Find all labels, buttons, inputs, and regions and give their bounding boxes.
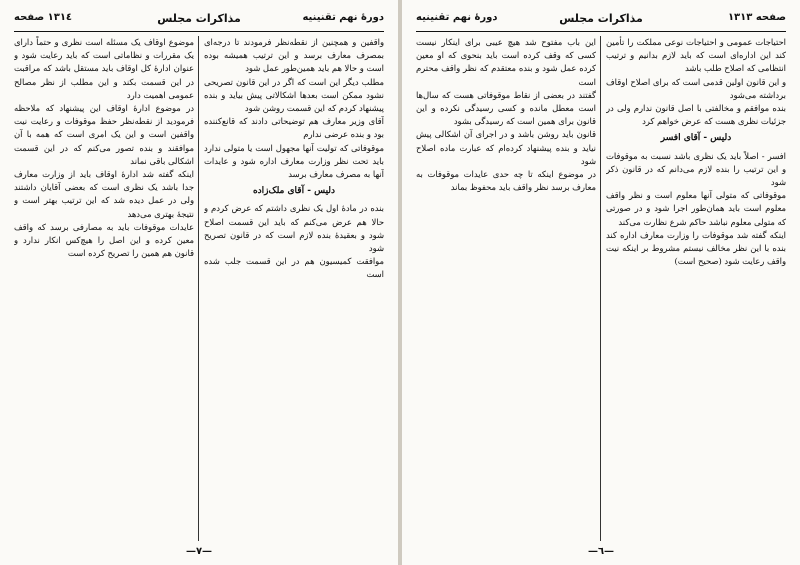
text-column-left: [416, 36, 596, 536]
column-divider: [600, 36, 601, 541]
header-title: مذاکرات مجلس: [559, 12, 643, 25]
header-page-number: صفحه ١٣١٣: [727, 12, 786, 23]
paragraph: بنده در مادهٔ اول یک نظری داشتم که عرض کردم و حالا هم عرض می‌کنم که باید این قسمت اصلاح شود و بعقیدهٔ بنده لازم است که در قانون تصریح شود: [204, 203, 384, 254]
speaker-heading: دلیس - آقای افسر: [660, 133, 732, 144]
paragraph: موقوفاتی که تولیت آنها مجهول است یا متولی ندارد باید تحت نظر وزارت معارف اداره شود و عایدات آنها به مصرف معارف برسد: [204, 142, 384, 180]
paragraph: افسر - اصلاً باید یک نظری باشد نسبت به موقوفات و این ترتیب را بنده لازم می‌دانم که در قانون ذکر شود: [606, 150, 786, 188]
paragraph: موقوفاتی که متولی آنها معلوم است و نظر واقف معلوم است باید همان‌طور اجرا شود و در صورتی که متولی معلوم نباشد حاکم شرع نظارت می‌کند: [606, 190, 786, 227]
paragraph: در موضوع ادارهٔ اوقاف این پیشنهاد که ملاحظه فرمودید از نقطه‌نظر حفظ موقوفات و رعایت نیت واقفین است و این یک امری است که همه با آن موافقند و بنده تصور می‌کنم که در این قسمت اشکالی باقی نماند: [14, 103, 194, 166]
paragraph: قانون باید روشن باشد و در اجرای آن اشکالی پیش نیاید و بنده پیشنهاد کرده‌ام که عبارت ماده اصلاح شود: [416, 129, 596, 166]
left-page: [0, 0, 398, 565]
text-column-right: [606, 36, 786, 536]
paragraph: واقفین و همچنین از نقطه‌نظر فرمودند تا درجه‌ای بمصرف معارف برسد و این ترتیب همیشه بوده است و حالا هم باید همین‌طور عمل شود: [204, 37, 384, 74]
text-column-left: [14, 36, 194, 536]
paragraph: احتیاجات عمومی و احتیاجات نوعی مملکت را تأمین کند این اداره‌ای است که باید لازم بدانیم و ترتیب انتظامی که اصلاح طلب باشد: [606, 37, 786, 74]
text-column-right: [204, 36, 384, 536]
header-title: مذاکرات مجلس: [157, 12, 241, 25]
paragraph: موافقت کمیسیون هم در این قسمت جلب شده است: [204, 256, 384, 280]
header-session: دورهٔ نهم تقنینیه: [416, 12, 498, 23]
page-number: —٦—: [587, 546, 615, 557]
paragraph: اینکه گفته شد ادارهٔ اوقاف باید از وزارت معارف جدا باشد یک نظری است که بعضی آقایان داشتند ولی در عمل دیده شد که این ترتیب بهتر است و نتیجهٔ بهتری می‌دهد: [14, 169, 194, 219]
paragraph: در موضوع اینکه تا چه حدی عایدات موقوفات به معارف برسد نظر واقف باید محفوظ بماند: [416, 169, 596, 193]
header-page-number: ١٣١٤ صفحه: [14, 12, 73, 23]
page-number: —٧—: [185, 546, 213, 557]
paragraph: گفتند در بعضی از نقاط موقوفاتی هست که سال‌ها است معطل مانده و کسی رسیدگی نکرده و این قانون برای همین است که رسیدگی بشود: [416, 89, 596, 127]
paragraph: موضوع اوقاف یک مسئله است نظری و حتماً دارای یک مقررات و نظاماتی است که باید رعایت شود و عنوان ادارهٔ کل اوقاف باید مستقل باشد که مراقبت در این قسمت بکند و این مطلب از نظر مصالح عمومی اهمیت دارد: [14, 37, 194, 100]
paragraph: اینکه گفته شد موقوفات را وزارت معارف اداره کند بنده با این نظر مخالف نیستم مشروط بر اینکه نیت واقف رعایت شود (صحیح است): [606, 229, 786, 267]
paragraph: عایدات موقوفات باید به مصارفی برسد که واقف معین کرده و این اصل را هیچ‌کس انکار ندارد و قانون هم همین را تصریح کرده است: [14, 221, 194, 259]
header-session: دورهٔ نهم تقنینیه: [302, 12, 384, 23]
paragraph: بنده موافقم و مخالفتی با اصل قانون ندارم ولی در جزئیات نظری هست که عرض خواهم کرد: [606, 103, 786, 127]
page-header: [14, 10, 384, 32]
right-page: [402, 0, 800, 565]
paragraph: آقای وزیر معارف هم توضیحاتی دادند که قانع‌کننده بود و بنده عرضی ندارم: [204, 116, 384, 140]
paragraph: مطلب دیگر این است که اگر در این قانون تصریحی نشود ممکن است بعدها اشکالاتی پیش بیاید و بنده پیشنهاد کردم که این قسمت روشن شود: [204, 76, 384, 114]
paragraph: این باب مفتوح شد هیچ عیبی برای اینکار نیست کسی که وقف کرده است باید بنحوی که او معین کرده عمل شود و بنده معتقدم که نظر واقف محترم است: [416, 37, 596, 87]
page-header: [416, 10, 786, 32]
speaker-heading: دلیس - آقای ملک‌زاده: [252, 186, 336, 197]
column-divider: [198, 36, 199, 541]
paragraph: و این قانون اولین قدمی است که برای اصلاح اوقاف برداشته می‌شود: [606, 76, 786, 100]
header-rule: [416, 31, 786, 32]
header-rule: [14, 31, 384, 32]
